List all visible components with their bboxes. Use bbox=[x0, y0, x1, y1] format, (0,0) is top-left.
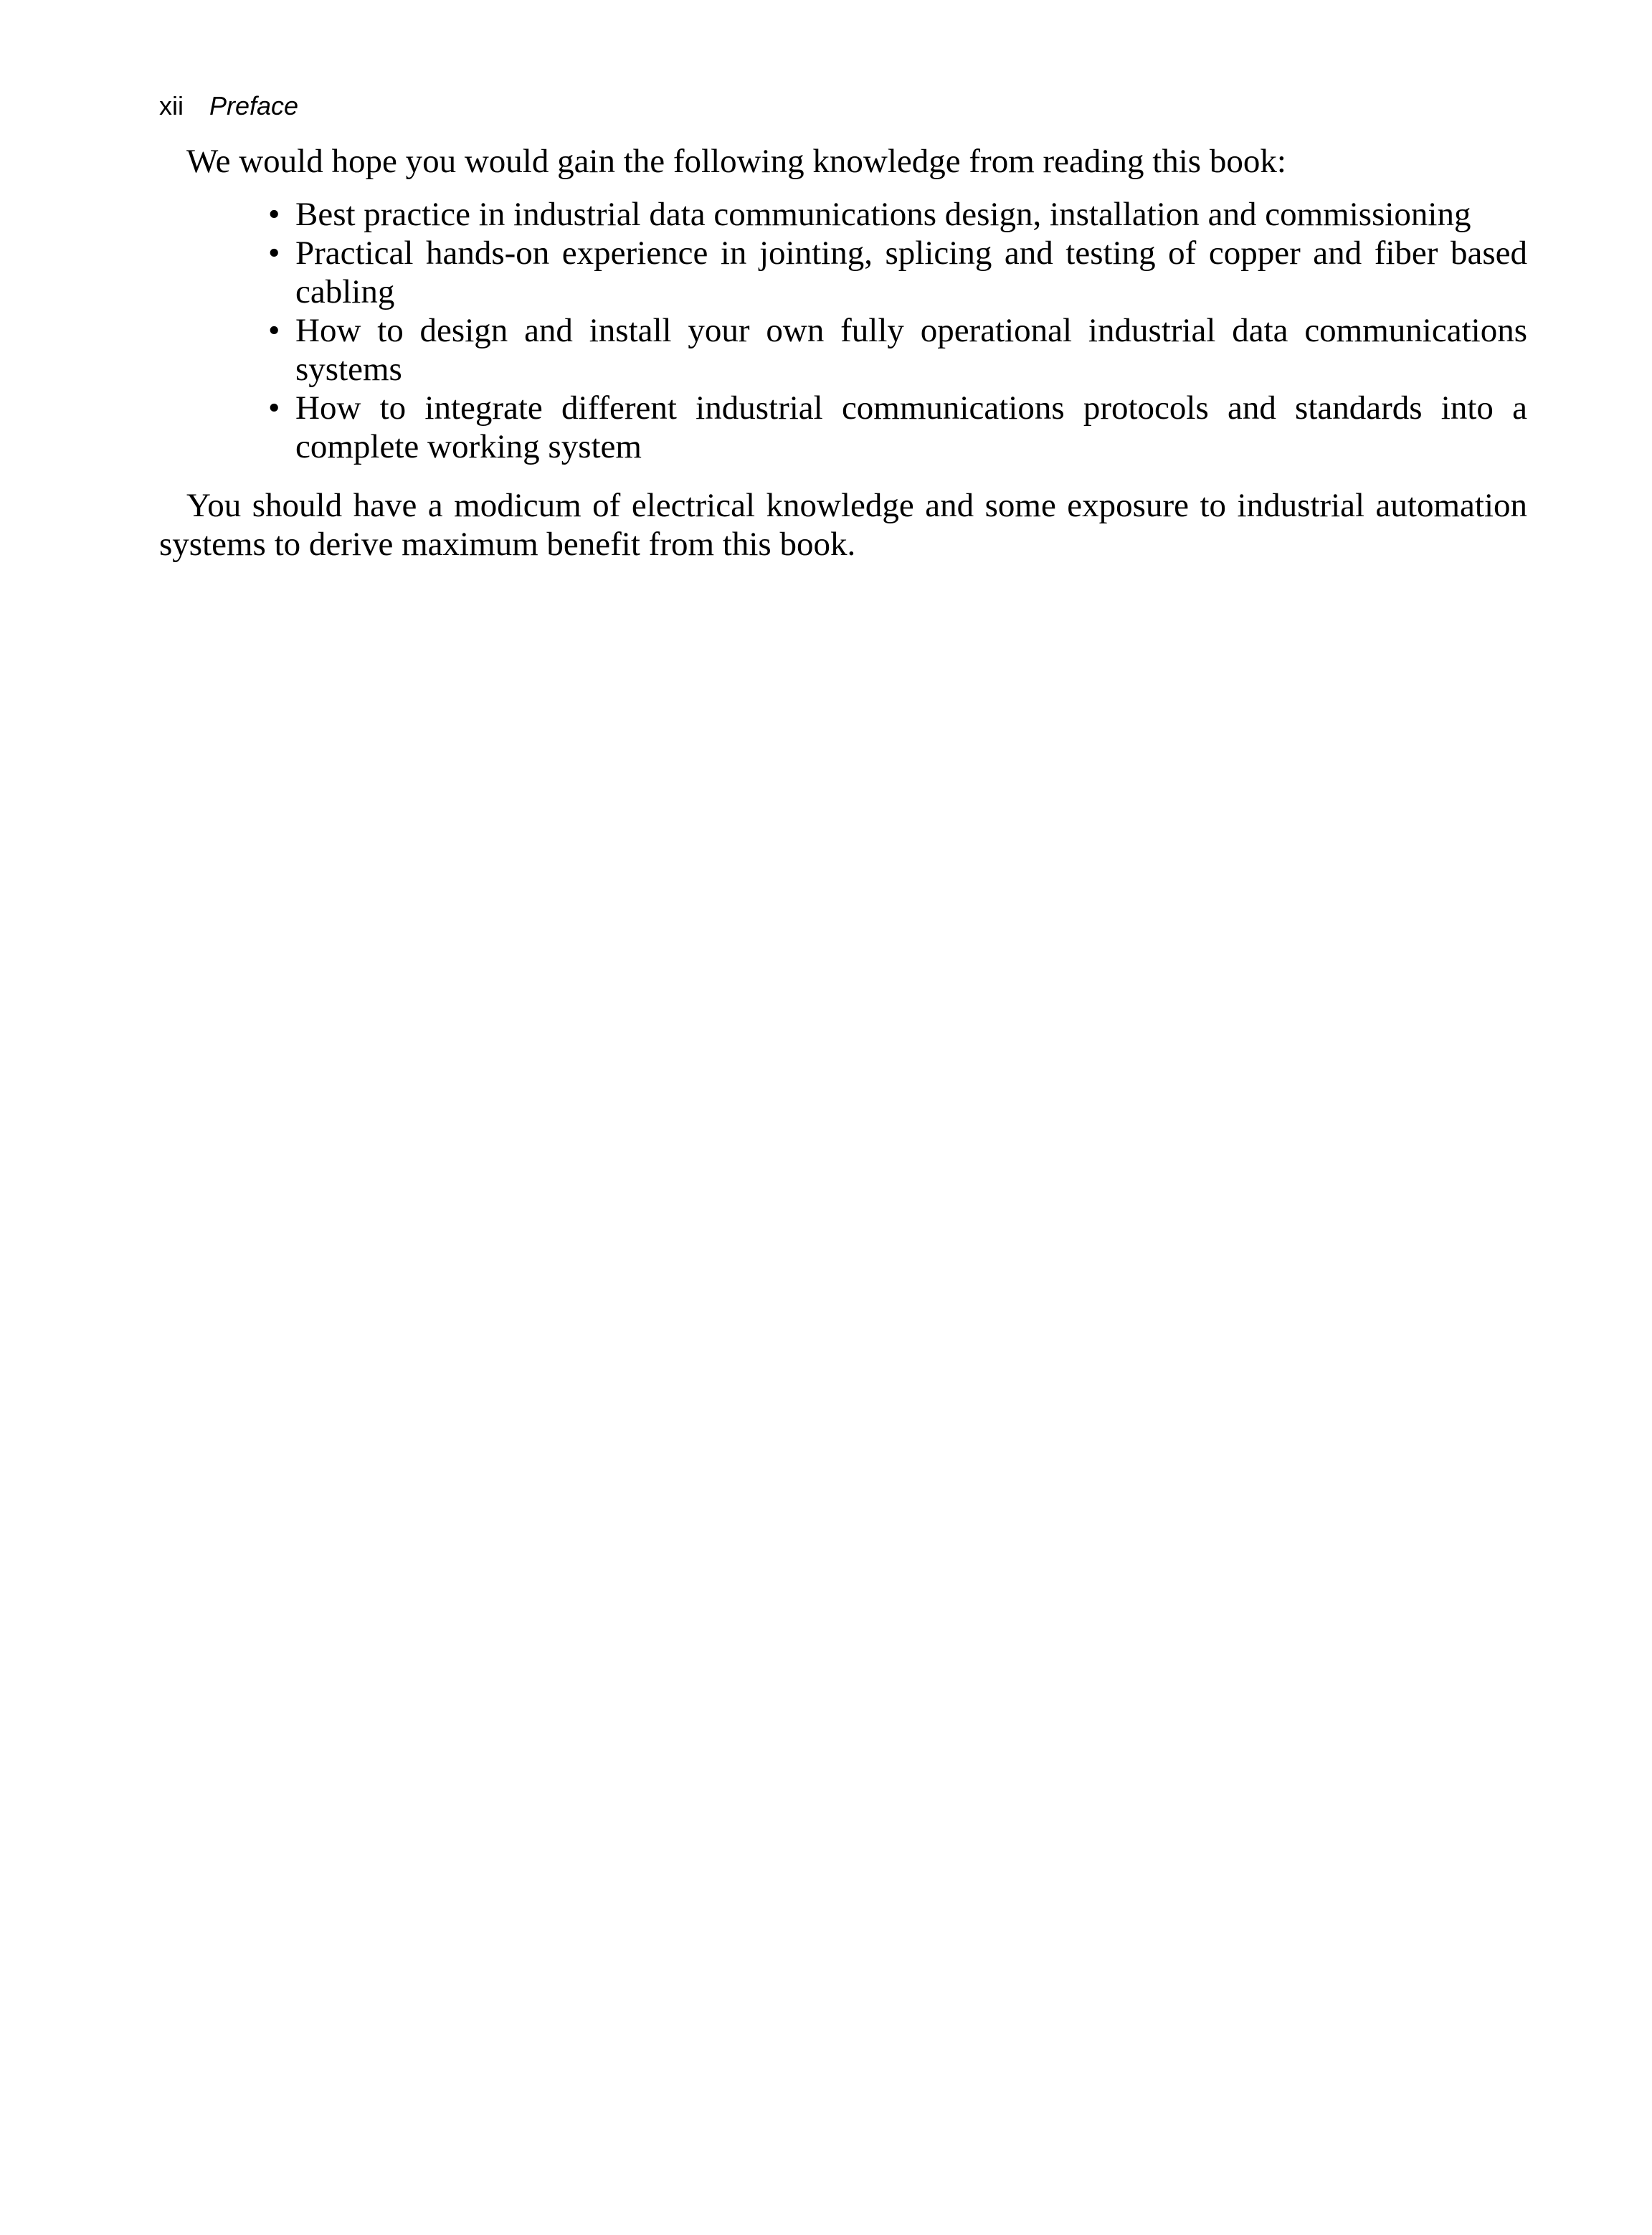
list-item-text: Best practice in industrial data communications design, installation and commissioning bbox=[295, 196, 1471, 233]
list-item bbox=[268, 234, 1527, 311]
list-item-text: How to integrate different industrial communications protocols and standards into a complete working system bbox=[295, 389, 1527, 465]
list-item bbox=[268, 389, 1527, 466]
bullet-icon: • bbox=[268, 389, 280, 427]
list-item-text: Practical hands-on experience in jointing, splicing and testing of copper and fiber based cabling bbox=[295, 234, 1527, 310]
list-item bbox=[268, 195, 1527, 234]
page-number: xii bbox=[159, 91, 184, 120]
list-item-text: How to design and install your own fully operational industrial data communications systems bbox=[295, 312, 1527, 388]
knowledge-list bbox=[159, 195, 1527, 466]
bullet-icon: • bbox=[268, 196, 280, 233]
list-item bbox=[268, 311, 1527, 389]
closing-paragraph: You should have a modicum of electrical knowledge and some exposure to industrial automation systems to derive maximum benefit from this book. bbox=[159, 487, 1527, 563]
bullet-icon: • bbox=[268, 234, 280, 272]
bullet-icon: • bbox=[268, 312, 280, 349]
intro-paragraph: We would hope you would gain the following knowledge from reading this book: bbox=[186, 143, 1286, 180]
body-text bbox=[159, 142, 1527, 564]
running-header bbox=[159, 90, 298, 122]
section-title: Preface bbox=[209, 91, 299, 120]
